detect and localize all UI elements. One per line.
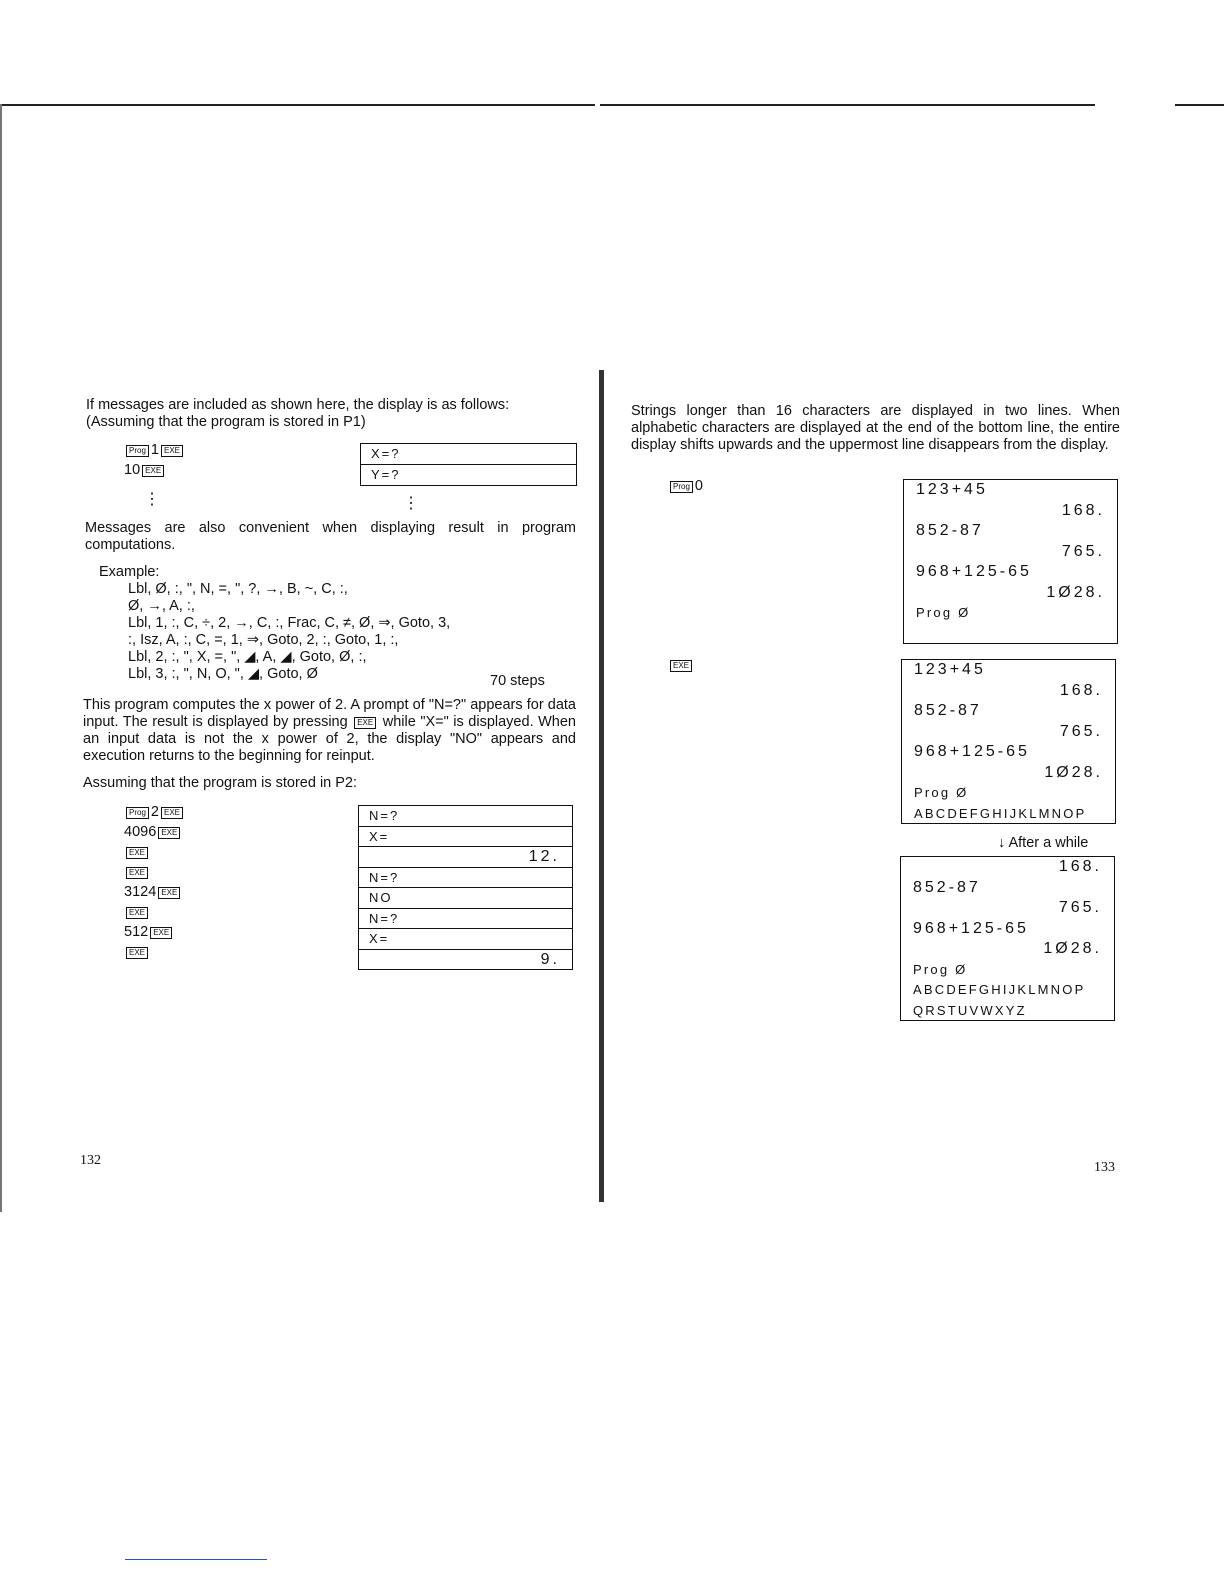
top-rule-right <box>600 104 1095 106</box>
exe-key: EXE <box>126 947 148 959</box>
keystroke-line <box>124 842 274 862</box>
display-line: 1Ø28. <box>1043 940 1102 957</box>
exe-key: EXE <box>150 927 172 939</box>
display-line: 968+125-65 <box>913 919 1029 937</box>
display-line: 765. <box>1058 899 1102 916</box>
keystroke-line: 10 EXE <box>124 460 244 480</box>
prog-key: Prog <box>126 445 149 457</box>
keystroke-line <box>124 862 274 882</box>
display-line: Prog Ø <box>916 605 971 620</box>
keystroke-line: Prog 1 EXE <box>124 440 244 460</box>
exe-key: EXE <box>161 807 183 819</box>
exe-key: EXE <box>161 445 183 457</box>
keystroke-prog-0: Prog 0 <box>668 476 703 496</box>
exe-key: EXE <box>126 867 148 879</box>
intro-text: If messages are included as shown here, the display is as follows: <box>86 397 510 413</box>
step-count: 70 steps <box>490 673 545 689</box>
display-line: 968+125-65 <box>914 743 1030 760</box>
prog-key: Prog <box>126 807 149 819</box>
display-line: 168. <box>1058 858 1102 875</box>
display-line: Prog Ø <box>914 785 969 800</box>
paragraph-assumption: Assuming that the program is stored in P2: <box>83 775 358 791</box>
example1-keystrokes <box>124 440 244 480</box>
keystroke-line: Prog 2 EXE <box>124 802 274 822</box>
code-line: :, Isz, A, :, C, =, 1, ⇒, Goto, 2, :, Goto, 1, :, <box>128 632 399 648</box>
ellipsis-left: ⋮ <box>144 491 160 508</box>
exe-key: EXE <box>142 465 164 477</box>
display-screen-1 <box>903 479 1118 644</box>
display-line: 1Ø28. <box>1046 583 1105 601</box>
display-line: N=? <box>359 868 572 889</box>
left-edge-shadow <box>0 104 2 1212</box>
exe-key: EXE <box>126 847 148 859</box>
exe-key: EXE <box>670 660 692 672</box>
intro-text-2: (Assuming that the program is stored in P1) <box>86 414 366 430</box>
display-line: NO <box>359 888 572 909</box>
keystroke-line: 512 EXE <box>124 922 274 942</box>
display-line: 765. <box>1059 722 1103 740</box>
exe-key: EXE <box>158 827 180 839</box>
display-line: ABCDEFGHIJKLMNOP <box>914 805 1087 821</box>
display-line: 852-87 <box>914 702 982 719</box>
top-rule-far-right <box>1175 104 1224 106</box>
display-line: QRSTUVWXYZ <box>913 1002 1027 1018</box>
exe-key: EXE <box>126 907 148 919</box>
display-line: Y=? <box>371 466 401 482</box>
exe-key: EXE <box>354 717 376 729</box>
display-line: X= <box>359 929 572 950</box>
keystroke-exe <box>668 655 694 675</box>
display-line: 852-87 <box>916 522 984 539</box>
code-line: Lbl, Ø, :, ", N, =, ", ?, →, B, ~, C, :, <box>128 581 348 597</box>
display-line: 123+45 <box>916 481 988 498</box>
display-line: X= <box>359 827 572 848</box>
code-line: Lbl, 1, :, C, ÷, 2, →, C, :, Frac, C, ≠, Ø, ⇒, Goto, 3, <box>128 615 451 631</box>
display-line: 168. <box>1059 681 1103 699</box>
keystroke-line: 4096 EXE <box>124 822 274 842</box>
display-line: 9. <box>540 950 560 968</box>
ellipsis-right: ⋮ <box>403 495 419 512</box>
code-line: Ø, →, A, :, <box>128 598 195 614</box>
display-screen-2 <box>901 659 1116 824</box>
paragraph-explanation: This program computes the x power of 2. A prompt of "N=?" appears for data input. The result is displayed by pressing EXE while "X=" is displayed. When an input data is not the x power of 2, the display "NO" appears and execution returns to the beginning for reinput. <box>83 697 576 764</box>
bottom-link-line <box>125 1559 267 1560</box>
display-line: Prog Ø <box>913 961 968 977</box>
display-line: X=? <box>361 444 576 465</box>
paragraph-strings: Strings longer than 16 characters are displayed in two lines. When alphabetic characters are displayed at the end of the bottom line, the entire display shifts upwards and the uppermost line disappears from the display. <box>631 403 1120 453</box>
prog-key: Prog <box>670 481 693 493</box>
page-binding-edge <box>599 370 604 1202</box>
code-line: Lbl, 3, :, ", N, O, ", ◢, Goto, Ø <box>128 666 318 682</box>
display-line: 168. <box>1061 501 1105 519</box>
display-line: 852-87 <box>913 878 981 896</box>
display-line: 1Ø28. <box>1044 763 1103 781</box>
example2-display <box>358 805 573 970</box>
page-number-right: 133 <box>1094 1160 1115 1175</box>
display-line: 765. <box>1061 542 1105 560</box>
paragraph-messages: Messages are also convenient when displaying result in program computations. <box>85 520 576 553</box>
display-screen-3 <box>900 856 1115 1021</box>
example2-keystrokes <box>124 802 274 962</box>
code-line: Lbl, 2, :, ", X, =, ", ◢, A, ◢, Goto, Ø, :, <box>128 649 367 665</box>
display-line: 968+125-65 <box>916 563 1032 580</box>
example-label: Example: <box>99 564 160 580</box>
page-number-left: 132 <box>80 1153 101 1168</box>
program-code <box>128 581 558 683</box>
display-line: 123+45 <box>914 661 986 678</box>
display-line: N=? <box>359 909 572 930</box>
keystroke-line: 3124 EXE <box>124 882 274 902</box>
display-line: N=? <box>359 806 572 827</box>
display-line: ABCDEFGHIJKLMNOP <box>913 982 1086 997</box>
top-rule-left <box>0 104 595 106</box>
after-a-while-label: ↓ After a while <box>998 835 1089 851</box>
keystroke-line <box>124 942 274 962</box>
display-line: 12. <box>359 847 572 868</box>
exe-key: EXE <box>158 887 180 899</box>
example1-display <box>360 443 577 486</box>
keystroke-line <box>124 902 274 922</box>
